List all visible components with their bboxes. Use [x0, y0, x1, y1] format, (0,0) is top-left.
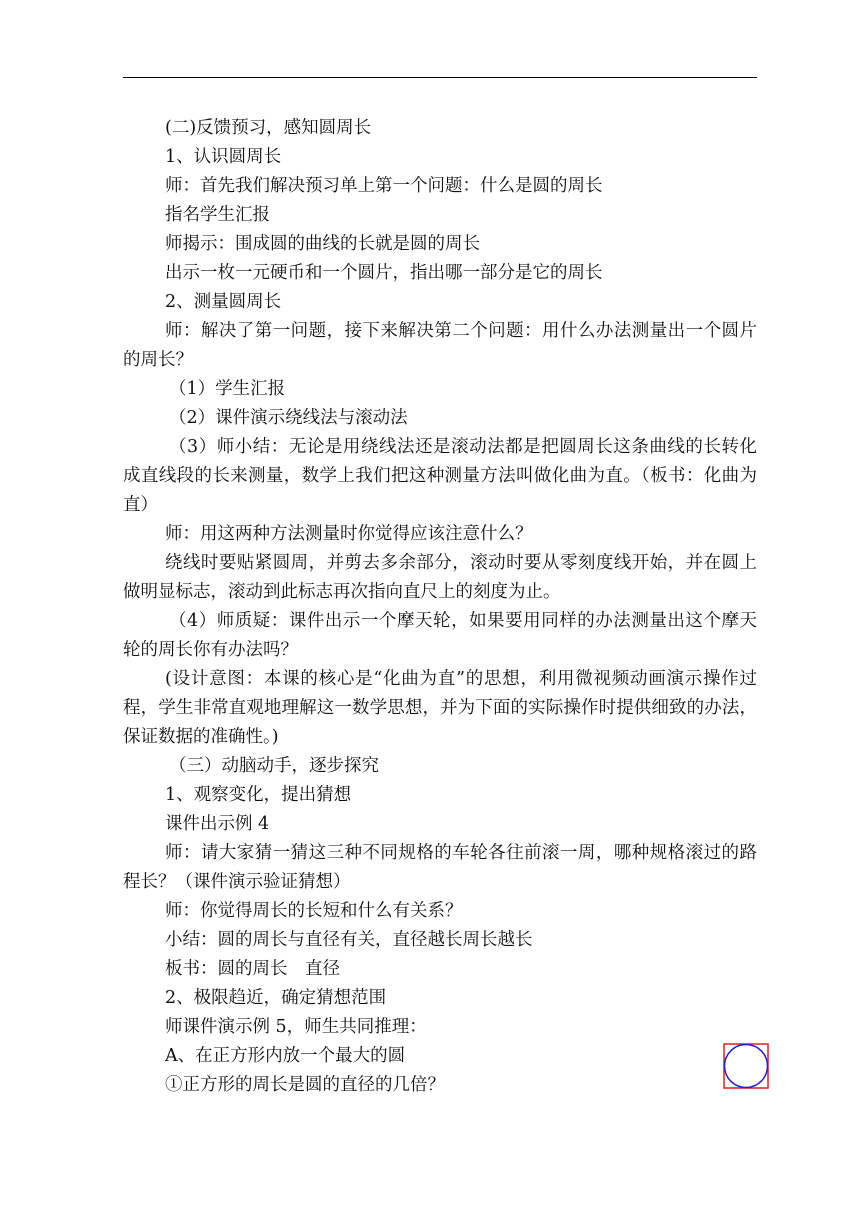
list-item: （3）师小结：无论是用绕线法还是滚动法都是把圆周长这条曲线的长转化成直线段的长来测量，数学上我们把这种测量方法叫做化曲为直。（板书：化曲为直） [123, 437, 757, 515]
paragraph: 师：你觉得周长的长短和什么有关系？ [165, 901, 463, 921]
paragraph: 师：用这两种方法测量时你觉得应该注意什么？ [165, 524, 533, 544]
document-body [123, 114, 757, 1100]
paragraph: 指名学生汇报 [165, 205, 270, 225]
paragraph: 小结：圆的周长与直径有关，直径越长周长越长 [165, 930, 533, 950]
section-heading-feedback: (二)反馈预习，感知圆周长 [165, 118, 372, 138]
paragraph: 师：请大家猜一猜这三种不同规格的车轮各往前滚一周，哪种规格滚过的路程长？（课件演示验证猜想） [123, 843, 757, 892]
subheading-measure: 2、测量圆周长 [165, 292, 282, 312]
paragraph: 出示一枚一元硬币和一个圆片，指出哪一部分是它的周长 [165, 263, 603, 283]
subheading-recognize: 1、认识圆周长 [165, 147, 282, 167]
paragraph: 师：首先我们解决预习单上第一个问题：什么是圆的周长 [165, 176, 603, 196]
list-item: （1）学生汇报 [169, 379, 286, 399]
list-item: （4）师质疑：课件出示一个摩天轮，如果要用同样的办法测量出这个摩天轮的周长你有办法吗？ [123, 611, 757, 660]
paragraph: 板书：圆的周长 直径 [165, 959, 340, 979]
design-intent-note: (设计意图：本课的核心是“化曲为直”的思想，利用微视频动画演示操作过程，学生非常直观地理解这一数学思想，并为下面的实际操作时提供细致的办法，保证数据的准确性。) [123, 669, 757, 747]
circle-shape [725, 1045, 768, 1088]
section-heading-explore: （三）动脑动手，逐步探究 [169, 756, 379, 776]
paragraph: 师课件演示例 5，师生共同推理： [165, 1017, 427, 1037]
circle-in-square-icon [723, 1043, 769, 1089]
paragraph: ①正方形的周长是圆的直径的几倍？ [165, 1075, 445, 1095]
header-rule [123, 77, 757, 78]
subheading-limit: 2、极限趋近，确定猜想范围 [165, 988, 387, 1008]
paragraph: 师：解决了第一问题，接下来解决第二个问题：用什么办法测量出一个圆片的周长？ [123, 321, 757, 370]
paragraph: 师揭示：围成圆的曲线的长就是圆的周长 [165, 234, 480, 254]
paragraph: 绕线时要贴紧圆周，并剪去多余部分，滚动时要从零刻度线开始，并在圆上做明显标志，滚动到此标志再次指向直尺上的刻度为止。 [123, 553, 757, 602]
list-item: （2）课件演示绕线法与滚动法 [169, 408, 408, 428]
subheading-observe: 1、观察变化，提出猜想 [165, 785, 352, 805]
paragraph: 课件出示例 4 [165, 814, 270, 834]
paragraph: A、在正方形内放一个最大的圆 [165, 1046, 406, 1066]
